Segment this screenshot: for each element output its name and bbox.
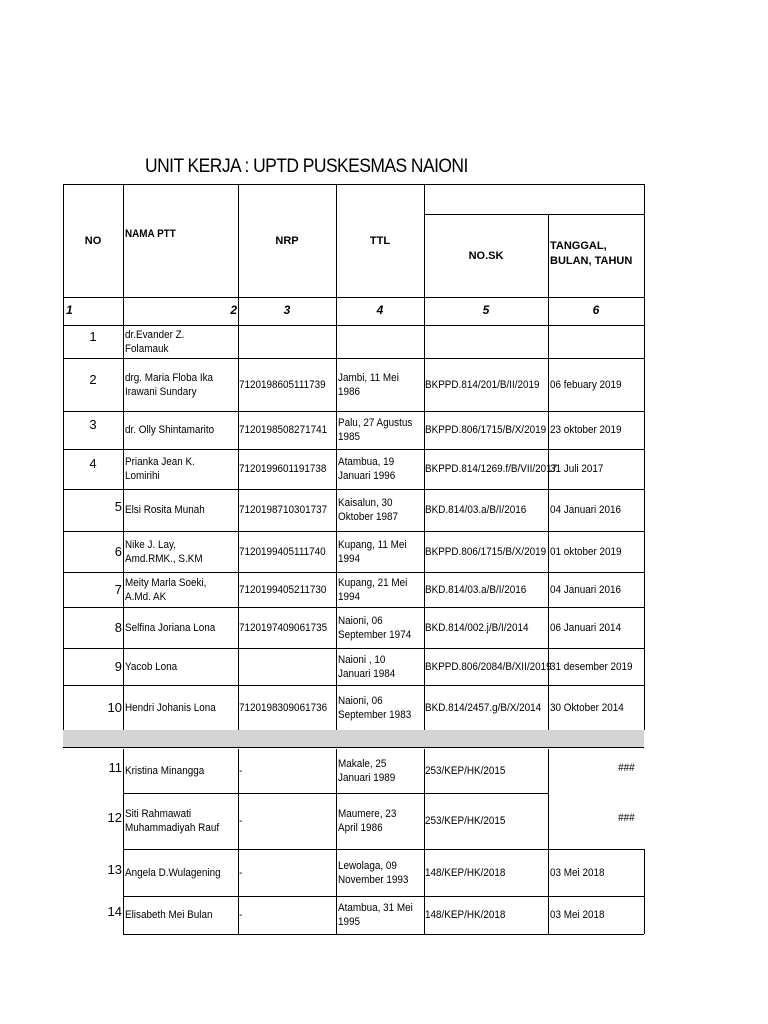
row-ttl-text: Kupang, 21 Mei 1994 [338, 576, 408, 603]
row-nama [125, 896, 226, 934]
row-number [63, 320, 123, 353]
row-number-text: 6 [114, 543, 122, 559]
row-number [63, 893, 122, 931]
row-nrp [239, 489, 326, 531]
header-no [68, 184, 118, 297]
row-sk [425, 749, 537, 793]
row-sk [425, 325, 537, 358]
row-tanggal [550, 325, 636, 358]
row-sk-text: BKD.814/002.j/B/I/2014 [425, 621, 529, 634]
row-sk-text: BKD.814/03.a/B/I/2016 [425, 504, 527, 516]
column-number-4 [336, 299, 424, 321]
header-nosk [424, 214, 548, 297]
row-sk [425, 849, 537, 896]
row-nrp [239, 531, 326, 572]
row-number-text: 3 [89, 417, 97, 432]
row-number-text: 10 [107, 699, 122, 715]
row-nama-text: Yacob Lona [125, 660, 178, 673]
row-nrp-text: 7120197409061735 [239, 621, 328, 634]
row-number [63, 486, 122, 528]
column-number-6 [548, 299, 644, 321]
row-sk [425, 607, 537, 648]
row-tanggal-text: 03 Mei 2018 [550, 909, 605, 921]
column-number-5-text: 5 [482, 303, 490, 317]
header-nrp [238, 184, 336, 297]
row-nrp [239, 325, 326, 358]
row-number [63, 444, 123, 484]
row-sk-text: BKPPD.806/2084/B/XII/2019 [425, 660, 552, 673]
row-sk [425, 411, 547, 449]
row-tanggal-text: 04 Januari 2016 [550, 504, 622, 516]
row-nama-text: dr. Olly Shintamarito [125, 424, 215, 436]
row-sk-text: BKPPD.814/201/B/II/2019 [425, 378, 540, 391]
row-nrp-text: 7120198605111739 [239, 378, 326, 391]
row-tanggal [550, 685, 636, 730]
section-separator [63, 730, 644, 747]
row-number [63, 846, 122, 893]
row-number-text: 4 [89, 456, 97, 471]
grid-line [644, 849, 645, 934]
row-ttl-text: Palu, 27 Agustus 1985 [338, 417, 413, 443]
column-number-4-text: 4 [376, 303, 384, 317]
row-ttl [338, 358, 415, 411]
row-tanggal [550, 746, 635, 790]
row-ttl [338, 896, 415, 934]
body-col-border [336, 325, 337, 730]
row-sk-text: 253/KEP/HK/2015 [425, 815, 506, 827]
header-nama-text: NAMA PTT [125, 228, 176, 240]
column-number-2-text: 2 [230, 303, 237, 317]
row-number-text: 2 [89, 371, 97, 387]
row-nrp-text: 7120198508271741 [239, 424, 328, 436]
row-ttl [338, 572, 415, 607]
row-nrp [239, 411, 326, 449]
row-ttl-text: Naioni, 06 September 1974 [338, 614, 412, 641]
row-sk [425, 896, 537, 934]
row-ttl-text: Naioni, 06 September 1983 [338, 694, 412, 721]
row-tanggal-text: ### [618, 812, 635, 824]
row-number [63, 685, 122, 730]
grid-line [123, 749, 124, 934]
row-ttl [338, 607, 415, 648]
row-nama-text: Hendri Johanis Lona [125, 701, 216, 714]
row-tanggal [550, 790, 635, 846]
row-ttl [338, 793, 415, 849]
row-tanggal [550, 572, 636, 607]
row-number-text: 11 [108, 760, 122, 775]
row-nrp [239, 648, 326, 685]
row-ttl-text: Lewolaga, 09 November 1993 [338, 859, 409, 886]
row-number-text: 9 [114, 658, 122, 674]
row-nrp [239, 685, 326, 730]
row-number-text: 5 [114, 499, 122, 514]
row-number-text: 14 [107, 904, 122, 919]
row-tanggal-text: 04 Januari 2016 [550, 583, 622, 596]
row-nama [125, 685, 226, 730]
body-col-border [644, 325, 645, 730]
row-number [63, 746, 122, 790]
row-number-text: 1 [89, 328, 97, 344]
row-number [63, 406, 123, 444]
row-tanggal [550, 411, 636, 449]
row-nama [125, 749, 226, 793]
grid-line [123, 934, 644, 935]
grid-line [548, 849, 549, 934]
row-number-text: 8 [114, 619, 122, 635]
row-nama-text: Prianka Jean K. Lomirihi [125, 456, 195, 482]
row-sk-text: BKD.814/03.a/B/I/2016 [425, 583, 527, 596]
row-nama-text: Nike J. Lay, Amd.RMK., S.KM [125, 538, 203, 565]
column-number-3 [238, 299, 336, 321]
grid-line [336, 749, 337, 934]
header-no-text: NO [84, 234, 102, 247]
row-ttl-text: Kupang, 11 Mei 1994 [338, 538, 407, 565]
row-ttl [338, 648, 415, 685]
row-nama-text: Siti Rahmawati Muhammadiyah Rauf [125, 808, 220, 834]
header-nosk-text: NO.SK [468, 249, 504, 262]
row-number [63, 648, 122, 685]
row-sk-text: BKPPD.814/1269.f/B/VII/2017 [425, 463, 558, 475]
row-nrp [239, 793, 326, 849]
row-nama-text: Kristina Minangga [125, 765, 205, 777]
row-tanggal-text: 31 desember 2019 [550, 660, 633, 673]
row-tanggal [550, 849, 636, 896]
row-nrp-text: 7120199405211730 [239, 583, 327, 596]
row-nrp [239, 358, 326, 411]
row-nama [125, 793, 226, 849]
row-ttl [338, 849, 415, 896]
header-ttl [336, 184, 424, 297]
header-col-border [63, 184, 64, 325]
row-ttl-text: Makale, 25 Januari 1989 [338, 758, 396, 784]
column-number-6-text: 6 [592, 303, 600, 317]
body-col-border [123, 325, 124, 730]
grid-line [548, 749, 549, 849]
row-ttl-text: Atambua, 31 Mei 1995 [338, 902, 413, 928]
row-tanggal [550, 489, 636, 531]
row-sk [425, 572, 537, 607]
row-nama-text: drg. Maria Floba Ika Irawani Sundary [125, 371, 214, 398]
row-tanggal-text: 03 Mei 2018 [550, 866, 605, 879]
row-nama [125, 325, 226, 358]
row-nrp [239, 572, 326, 607]
row-sk [425, 358, 540, 411]
row-nrp [239, 896, 326, 934]
row-ttl-text: Naioni , 10 Januari 1984 [338, 653, 396, 680]
row-nama-text: dr.Evander Z. Folamauk [125, 328, 185, 355]
column-number-2 [123, 299, 237, 321]
row-nama-text: Elisabeth Mei Bulan [125, 909, 213, 921]
row-number [63, 531, 122, 572]
row-nrp-text: 7120199601191738 [239, 463, 327, 475]
row-tanggal [550, 531, 636, 572]
row-sk-text: 148/KEP/HK/2018 [425, 909, 506, 921]
row-nama-text: Angela D.Wulagening [125, 866, 221, 879]
header-tanggal [550, 234, 646, 274]
row-nrp-text: 7120198710301737 [239, 504, 328, 516]
row-tanggal [550, 896, 636, 934]
row-nama [125, 531, 226, 572]
row-nrp [239, 449, 326, 489]
row-sk-text: BKPPD.806/1715/B/X/2019 [425, 424, 547, 436]
row-nrp-text: 7120198309061736 [239, 701, 328, 714]
row-ttl [338, 749, 415, 793]
row-tanggal-text: 01 oktober 2019 [550, 545, 622, 558]
row-sk [425, 489, 537, 531]
row-number-text: 7 [114, 581, 122, 597]
row-nrp-text: 7120199405111740 [239, 545, 326, 558]
header-nrp-text: NRP [275, 234, 299, 247]
row-number-text: 13 [107, 861, 122, 877]
row-ttl [338, 449, 415, 489]
row-tanggal [550, 648, 636, 685]
row-number-text: 12 [107, 810, 122, 825]
row-nrp-text: - [239, 866, 243, 879]
row-sk-text: 148/KEP/HK/2018 [425, 866, 506, 879]
row-number [63, 607, 122, 648]
header-tanggal-text: TANGGAL, BULAN, TAHUN [550, 240, 633, 267]
row-nama [125, 411, 226, 449]
row-number [63, 572, 122, 607]
column-number-1-text: 1 [66, 303, 73, 317]
row-sk [425, 793, 537, 849]
header-nama [125, 226, 224, 242]
row-ttl [338, 325, 415, 358]
row-tanggal-text: 31 Juli 2017 [550, 463, 604, 475]
row-ttl-text: Jambi, 11 Mei 1986 [338, 371, 399, 398]
row-nama-text: Elsi Rosita Munah [125, 504, 205, 516]
row-ttl-text: Kaisalun, 30 Oktober 1987 [338, 497, 398, 523]
column-number-1 [66, 299, 116, 321]
row-nama [125, 449, 226, 489]
row-tanggal [550, 358, 636, 411]
row-number [63, 353, 123, 406]
row-tanggal-text: 30 Oktober 2014 [550, 701, 624, 714]
row-sk [425, 531, 547, 572]
column-number-5 [424, 299, 548, 321]
row-ttl [338, 489, 415, 531]
header-bottom-border [63, 297, 644, 298]
row-sk-text: BKPPD.806/1715/B/X/2019 [425, 545, 547, 558]
row-number [63, 790, 122, 846]
row-nama [125, 607, 226, 648]
row-tanggal-text: ### [618, 762, 635, 774]
row-tanggal-text: 06 Januari 2014 [550, 621, 622, 634]
row-nama [125, 572, 226, 607]
row-nama [125, 358, 226, 411]
row-ttl [338, 411, 415, 449]
row-tanggal [550, 607, 636, 648]
row-nrp-text: - [239, 909, 243, 921]
row-nama [125, 849, 226, 896]
row-sk [425, 449, 558, 489]
row-tanggal [550, 449, 636, 489]
row-nrp [239, 607, 326, 648]
row-sk-text: 253/KEP/HK/2015 [425, 765, 506, 777]
row-nama [125, 489, 226, 531]
row-ttl [338, 531, 415, 572]
row-ttl-text: Atambua, 19 Januari 1996 [338, 456, 396, 482]
row-nama [125, 648, 226, 685]
row-nama-text: Selfina Joriana Lona [125, 621, 216, 634]
row-sk-text: BKD.814/2457.g/B/X/2014 [425, 701, 542, 714]
row-nrp-text: - [239, 815, 243, 827]
row-nrp [239, 849, 326, 896]
row-sk [425, 685, 542, 730]
row-nrp [239, 749, 326, 793]
row-ttl-text: Maumere, 23 April 1986 [338, 808, 397, 834]
row-ttl [338, 685, 415, 730]
column-number-3-text: 3 [283, 303, 291, 317]
row-nrp-text: - [239, 765, 243, 777]
row-nama-text: Meity Marla Soeki, A.Md. AK [125, 576, 207, 603]
row-tanggal-text: 23 oktober 2019 [550, 424, 622, 436]
row-sk [425, 648, 552, 685]
page-title: UNIT KERJA : UPTD PUSKESMAS NAIONI [145, 156, 468, 177]
header-ttl-text: TTL [369, 234, 391, 247]
row-tanggal-text: 06 febuary 2019 [550, 378, 622, 391]
